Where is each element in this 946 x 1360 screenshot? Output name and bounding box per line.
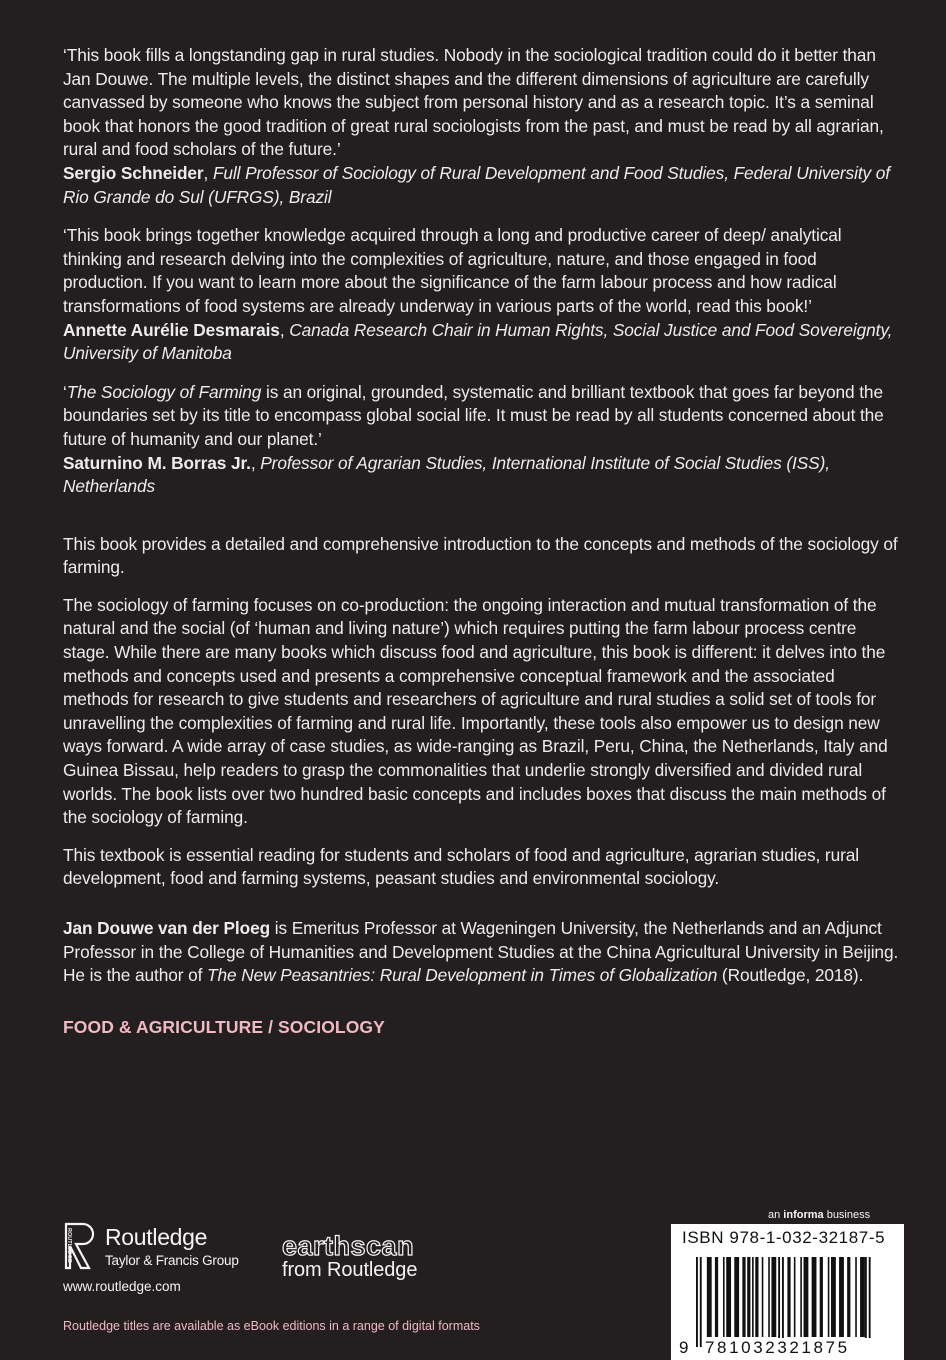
barcode-bar [804,1257,809,1337]
barcode-bar [723,1257,725,1337]
publisher-url: www.routledge.com [63,1279,181,1294]
publisher-subtitle: Taylor & Francis Group [105,1253,239,1268]
endorsement-3 [63,381,903,499]
barcode-first-digit: 9 [679,1338,689,1357]
barcode-bar [794,1257,796,1337]
barcode-bar [768,1257,770,1337]
barcode-bar [700,1257,702,1347]
barcode-bar [782,1257,784,1347]
endorsement-2 [63,224,903,366]
author-name: Jan Douwe van der Ploeg [63,918,271,938]
ebook-note: Routledge titles are available as eBook editions in a range of digital formats [63,1319,480,1333]
earthscan-logo [280,1232,440,1288]
earthscan-wordmark: earthscan [282,1231,415,1261]
barcode-bar [869,1257,871,1347]
barcode-bar [847,1257,850,1337]
barcode-bar [865,1257,867,1347]
endorsement-affiliation: Full Professor of Sociology of Rural Development and Food Studies, Federal University of Rio Grande do Sul (UFRGS), Brazil [63,162,890,207]
endorsement-text: ‘The Sociology of Farming is an original, grounded, systematic and brilliant textbook that goes far beyond the boundaries set by its title to encompass global social life. It must be read by all students concerned about the future of humanity and our planet.’ [63,381,884,449]
routledge-vertical-text: ROUTLEDGE [66,1228,72,1263]
routledge-mark-icon [63,1222,95,1272]
barcode-bar [787,1257,790,1337]
description-paragraph: This book provides a detailed and comprehensive introduction to the concepts and methods of the sociology of farming. [63,533,898,578]
barcode-bar [771,1257,776,1337]
barcode-bar [726,1257,731,1337]
barcode-bar [839,1257,844,1337]
endorsement-affiliation: Canada Research Chair in Human Rights, Social Justice and Food Sovereignty, University of Manitoba [63,319,893,364]
barcode-bar [820,1257,823,1337]
endorsement-attribution: Annette Aurélie Desmarais, Canada Research Chair in Human Rights, Social Justice and Food Sovereignty, University of Manitoba [63,319,893,364]
endorsement-author: Annette Aurélie Desmarais [63,319,280,340]
barcode-bar [742,1257,745,1337]
endorsement-attribution: Saturnino M. Borras Jr., Professor of Agrarian Studies, International Institute of Social Studies (ISS), Netherlands [63,452,830,497]
barcode-bar [755,1257,758,1337]
endorsement-text: ‘This book fills a longstanding gap in rural studies. Nobody in the sociological tradition could do it better than Jan Douwe. The multiple levels, the distinct shapes and the different dimensions of agriculture are carefully canvassed by someone who knows the subject from personal history and as a research topic. It’s a seminal book that honors the good tradition of great rural sociologists from the past, and must be read by all agrarian, rural and food scholars of the future.’ [63,45,884,160]
endorsement-affiliation: Professor of Agrarian Studies, International Institute of Social Studies (ISS), Netherlands [63,452,830,497]
subject-category: FOOD & AGRICULTURE / SOCIOLOGY [63,1016,385,1037]
isbn-label: ISBN 978-1-032-32187-5 [682,1228,886,1247]
barcode-bar [707,1257,712,1337]
publisher-name: Routledge [105,1224,208,1250]
barcode-bar [855,1257,857,1337]
isbn-barcode-box [671,1224,904,1360]
barcode-bar [800,1257,802,1337]
description-paragraph: This textbook is essential reading for students and scholars of food and agriculture, agrarian studies, rural development, food and farming systems, peasant studies and environmental sociology. [63,844,860,889]
book-title-inline: The Sociology of Farming [66,381,262,402]
barcode-icon [696,1257,892,1347]
barcode-bar [828,1257,830,1337]
informa-business-label: an informa business [768,1209,871,1221]
barcode-bar [734,1257,739,1337]
author-book-title: The New Peasantries: Rural Development in Times of Globalization [207,965,718,986]
endorsement-attribution: Sergio Schneider, Full Professor of Sociology of Rural Development and Food Studies, Federal University of Rio Grande do Sul (UFRGS), Brazil [63,162,890,207]
barcode-bar [762,1257,764,1337]
barcode-bar [831,1257,836,1337]
endorsement-author: Saturnino M. Borras Jr. [63,452,251,473]
barcode-bar [812,1257,817,1337]
barcode-bar [696,1257,698,1347]
back-cover-text [63,44,903,1039]
barcode-bar [715,1257,718,1337]
routledge-logo [63,1222,263,1272]
barcode-bar [747,1257,750,1337]
barcode-digits: 781032321875 [702,1338,895,1358]
endorsement-text: ‘This book brings together knowledge acquired through a long and productive career of deep/ analytical thinking and research delving into the complexities of agriculture, nature, and those engaged in food production. If you want to learn more about the significance of the farm labour process and how radical transformations of food systems are already underway in various parts of the world, read this book!’ [63,225,842,316]
barcode-bar [860,1257,865,1337]
barcode-bar [752,1257,754,1337]
endorsement-1 [63,44,903,209]
earthscan-subtitle: from Routledge [282,1259,418,1281]
description-paragraph: The sociology of farming focuses on co-production: the ongoing interaction and mutual transformation of the natural and the social (of ‘human and living nature’) which requires putting the farm labour process centre stage. While there are many books which discuss food and agriculture, this book is different: it delves into the methods and concepts used and presents a comprehensive conceptual framework and the associated methods for research to give students and researchers of agriculture and rural studies a solid set of tools for unravelling the complexities of farming and rural life. Importantly, these tools also empower us to design new ways forward. A wide array of case studies, as wide-ranging as Brazil, Peru, China, the Netherlands, Italy and Guinea Bissau, help readers to grasp the commonalities that underlie strongly diversified and divided rural worlds. The book lists over two hundred basic concepts and includes boxes that discuss the main methods of the sociology of farming. [63,594,888,828]
barcode-bar [778,1257,780,1347]
endorsement-author: Sergio Schneider [63,162,204,183]
author-bio: Jan Douwe van der Ploeg is Emeritus Professor at Wageningen University, the Netherlands and an Adjunct Professor in the College of Humanities and Development Studies at the China Agricultural University in Beijing. He is the author of The New Peasantries: Rural Development in Times of Globalization (Routledge, 2018). [63,918,899,986]
